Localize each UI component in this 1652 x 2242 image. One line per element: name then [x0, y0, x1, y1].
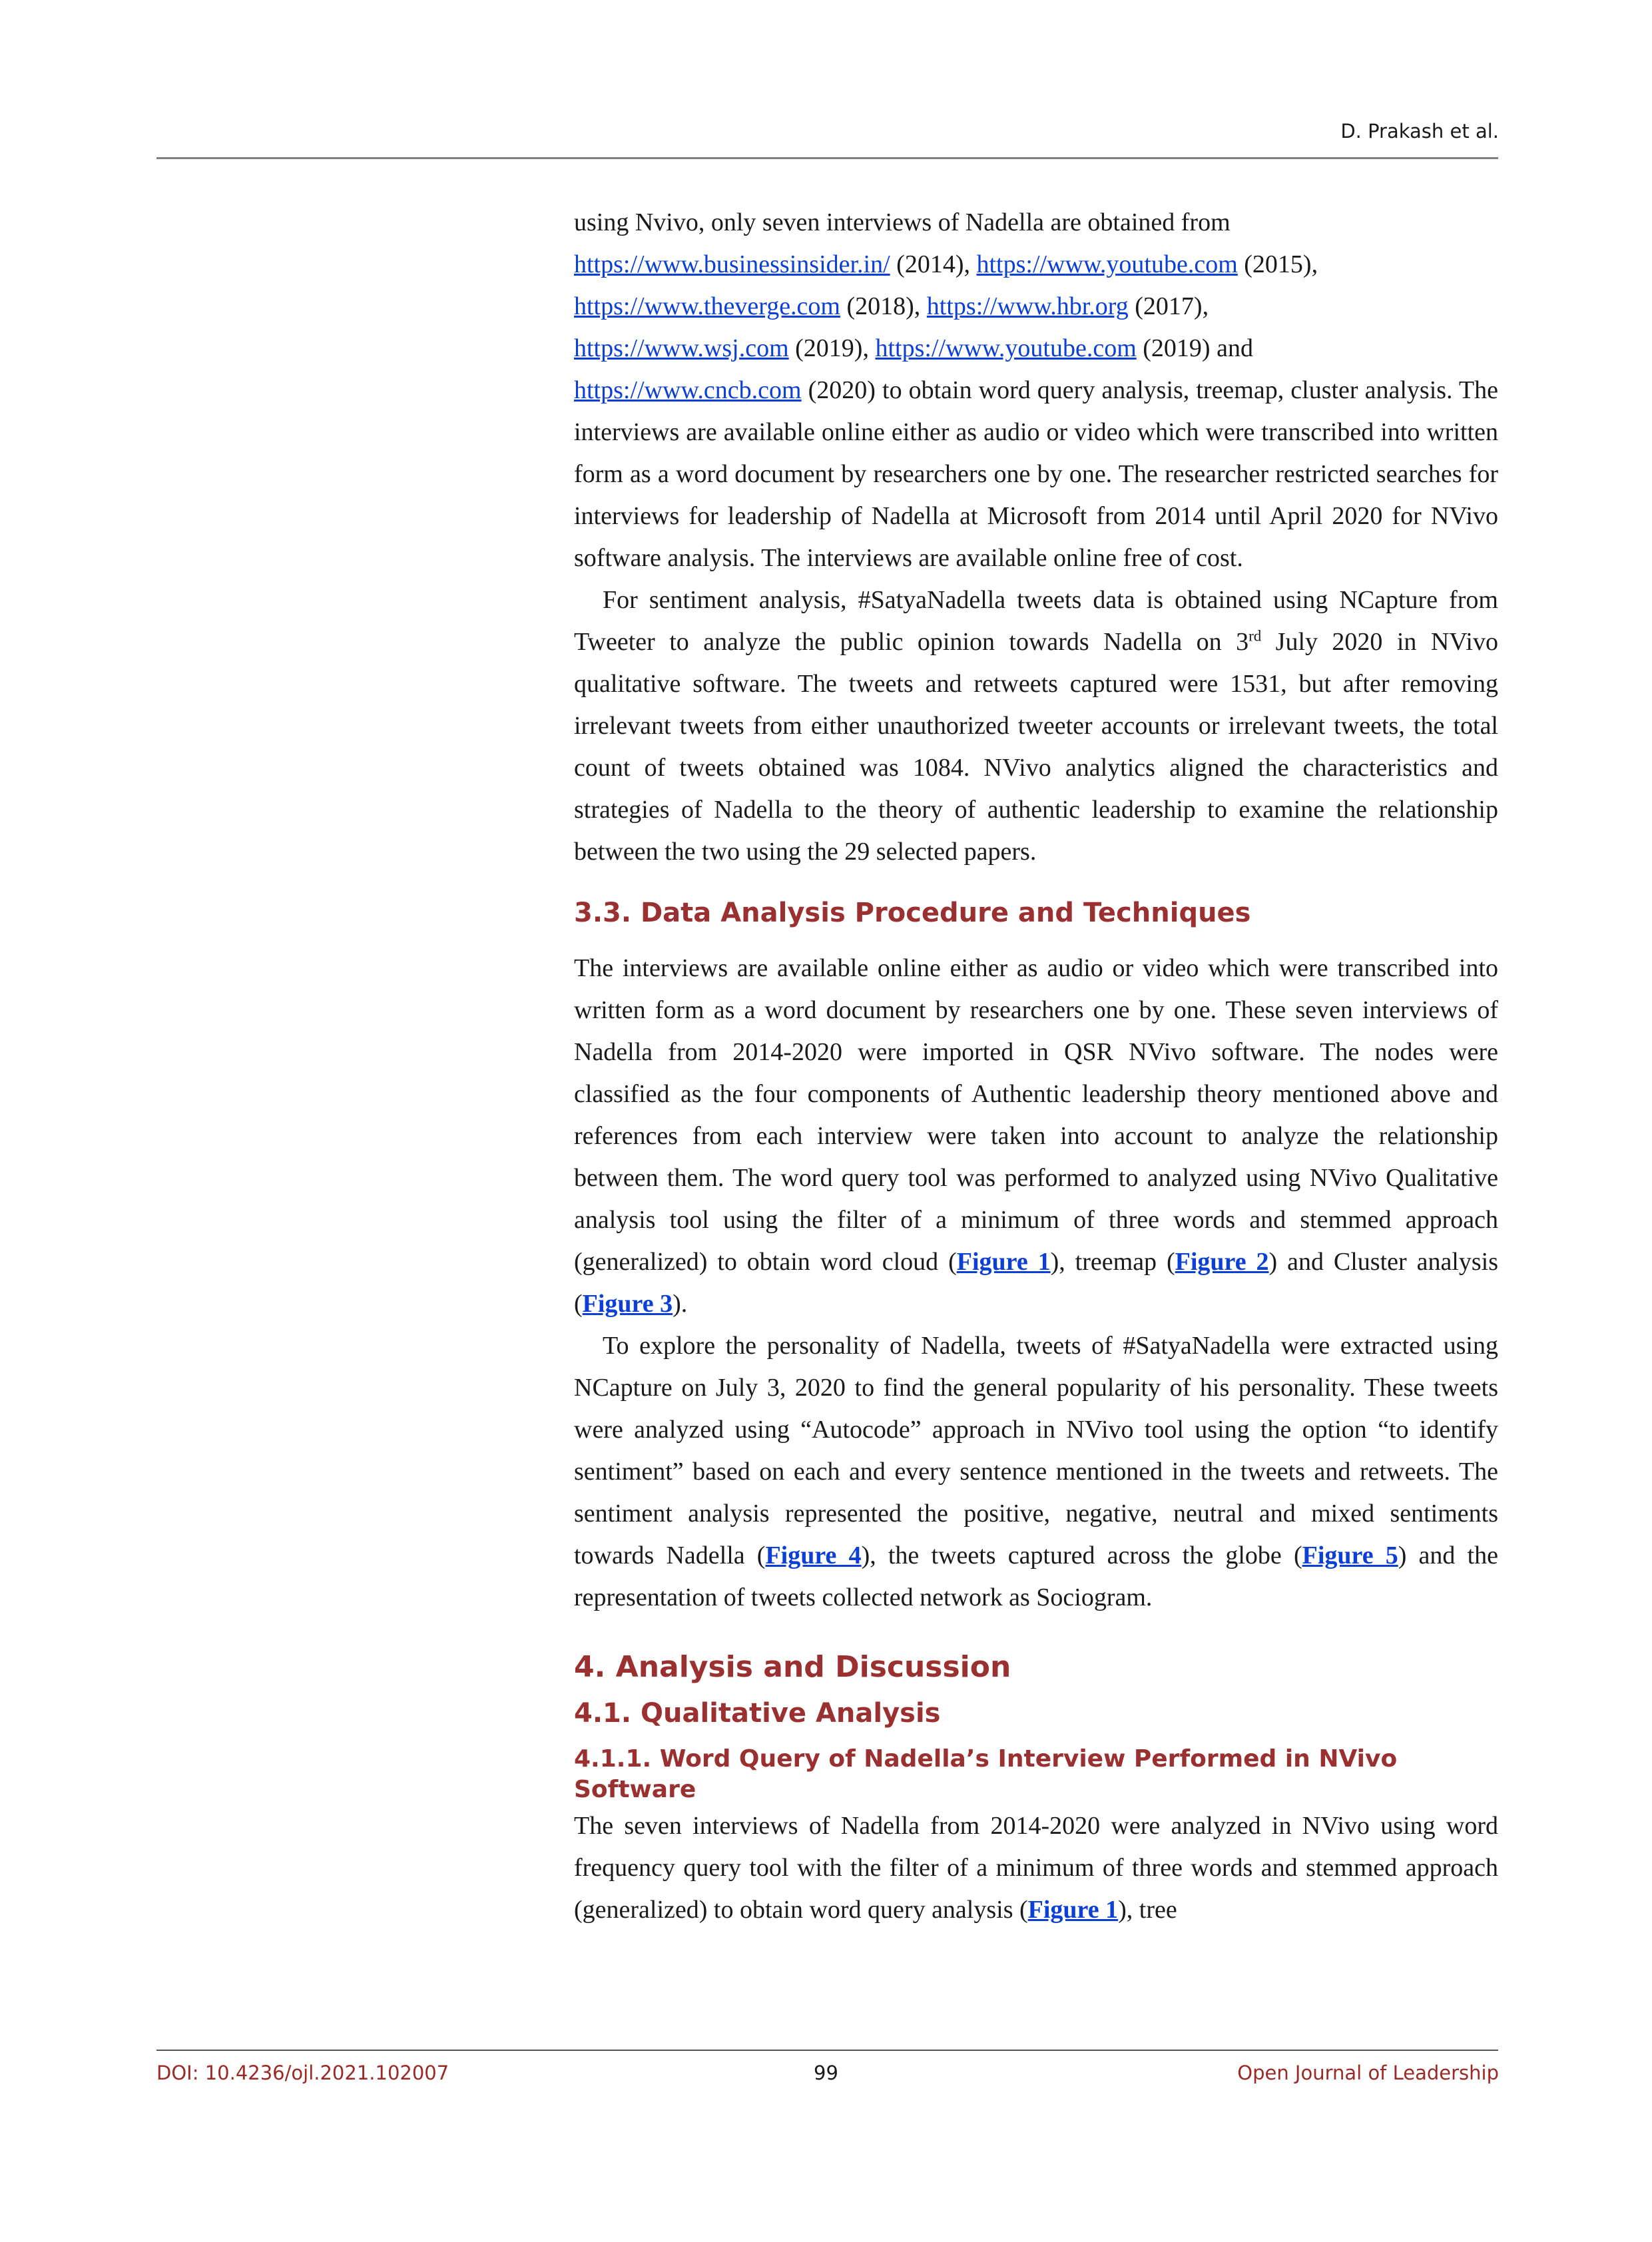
- superscript-rd: rd: [1248, 627, 1262, 645]
- footer-doi: DOI: 10.4236/ojl.2021.102007: [156, 2062, 449, 2084]
- paragraph-sentiment-data: [574, 579, 1498, 873]
- figure-2-reference[interactable]: Figure 2: [1175, 1248, 1269, 1276]
- page-number: 99: [814, 2062, 838, 2084]
- figure-4-reference[interactable]: Figure 4: [765, 1541, 862, 1569]
- link-businessinsider[interactable]: https://www.businessinsider.in/: [574, 250, 890, 278]
- text-run: The interviews are available online either as audio or video which were transcribed into written form as a word document by researchers one by one. These seven interviews of Nadella from 2014-2020 were imported in QSR NVivo software. The nodes were classified as the four components of Authentic leadership theory mentioned above and references from each interview were taken into account to analyze the relationship between them. The word query tool was performed to analyzed using NVivo Qualitative analysis tool using the filter of a minimum of three words and stemmed approach (generalized) to obtain word cloud (: [574, 954, 1498, 1276]
- link-hbr[interactable]: https://www.hbr.org: [926, 292, 1129, 320]
- text-run: ) and the representation of tweets collected network as Sociogram.: [574, 1541, 1498, 1611]
- figure-1-reference[interactable]: Figure 1: [1027, 1896, 1119, 1924]
- link-youtube-2015[interactable]: https://www.youtube.com: [976, 250, 1238, 278]
- text-run: July 2020 in NVivo qualitative software. The tweets and retweets captured were 1531, but after removing irrelevant tweets from either unauthorized tweeter accounts or irrelevant tweets, the total count of tweets obtained was 1084. NVivo analytics aligned the characteristics and strategies of Nadella to the theory of authentic leadership to examine the relationship between the two using the 29 selected papers.: [574, 628, 1498, 866]
- text-run: To explore the personality of Nadella, tweets of #SatyaNadella were extracted using NCapture on July 3, 2020 to find the general popularity of his personality. These tweets were analyzed using “Autocode” approach in NVivo tool using the option “to identify sentiment” based on each and every sentence mentioned in the tweets and retweets. The sentiment analysis represented the positive, negative, neutral and mixed sentiments towards Nadella (: [574, 1332, 1498, 1569]
- header-divider: [156, 157, 1498, 159]
- text-run: using Nvivo, only seven interviews of Nadella are obtained from: [574, 208, 1231, 236]
- paragraph-word-query: [574, 1805, 1498, 1931]
- link-wsj[interactable]: https://www.wsj.com: [574, 334, 789, 362]
- text-run: (2018),: [840, 292, 927, 320]
- text-run: (2019) and: [1136, 334, 1253, 362]
- running-header-author: D. Prakash et al.: [1340, 120, 1499, 142]
- text-run: ), the tweets captured across the globe (: [861, 1541, 1302, 1569]
- section-heading-4-1: 4.1. Qualitative Analysis: [574, 1698, 941, 1729]
- text-run: (2017),: [1128, 292, 1209, 320]
- section-heading-3-3: 3.3. Data Analysis Procedure and Techniques: [574, 898, 1251, 928]
- text-run: ) and Cluster analysis (: [574, 1248, 1498, 1318]
- text-run: (2019),: [788, 334, 876, 362]
- figure-1-reference[interactable]: Figure 1: [956, 1248, 1051, 1276]
- footer-journal-name: Open Journal of Leadership: [1237, 2062, 1499, 2084]
- text-run: (2015),: [1237, 250, 1318, 278]
- link-youtube-2019[interactable]: https://www.youtube.com: [875, 334, 1137, 362]
- text-run: For sentiment analysis, #SatyaNadella tweets data is obtained using NCapture from Tweeter to analyze the public opinion towards Nadella on 3: [574, 586, 1498, 656]
- section-heading-4-1-1: 4.1.1. Word Query of Nadella’s Interview Performed in NVivo Software: [574, 1745, 1398, 1803]
- text-run: The seven interviews of Nadella from 2014-2020 were analyzed in NVivo using word frequency query tool with the filter of a minimum of three words and stemmed approach (generalized) to obtain word query analysis (: [574, 1812, 1498, 1924]
- section-heading-4: 4. Analysis and Discussion: [574, 1650, 1011, 1684]
- paragraph-analysis-procedure: [574, 948, 1498, 1325]
- main-content: [574, 202, 1498, 1931]
- text-run: ), treemap (: [1050, 1248, 1175, 1276]
- link-cncb[interactable]: https://www.cncb.com: [574, 376, 802, 404]
- figure-3-reference[interactable]: Figure 3: [582, 1290, 673, 1318]
- figure-5-reference[interactable]: Figure 5: [1302, 1541, 1398, 1569]
- text-run: (2014),: [890, 250, 977, 278]
- text-run: (2020) to obtain word query analysis, treemap, cluster analysis. The interviews are available online either as audio or video which were transcribed into written form as a word document by researchers one by one. The researcher restricted searches for interviews for leadership of Nadella at Microsoft from 2014 until April 2020 for NVivo software analysis. The interviews are available online free of cost.: [574, 376, 1498, 572]
- text-run: ).: [673, 1290, 688, 1318]
- paragraph-interview-sources: [574, 202, 1498, 579]
- link-theverge[interactable]: https://www.theverge.com: [574, 292, 840, 320]
- footer-divider: [156, 2050, 1498, 2051]
- paragraph-personality-tweets: [574, 1325, 1498, 1619]
- text-run: ), tree: [1118, 1896, 1177, 1924]
